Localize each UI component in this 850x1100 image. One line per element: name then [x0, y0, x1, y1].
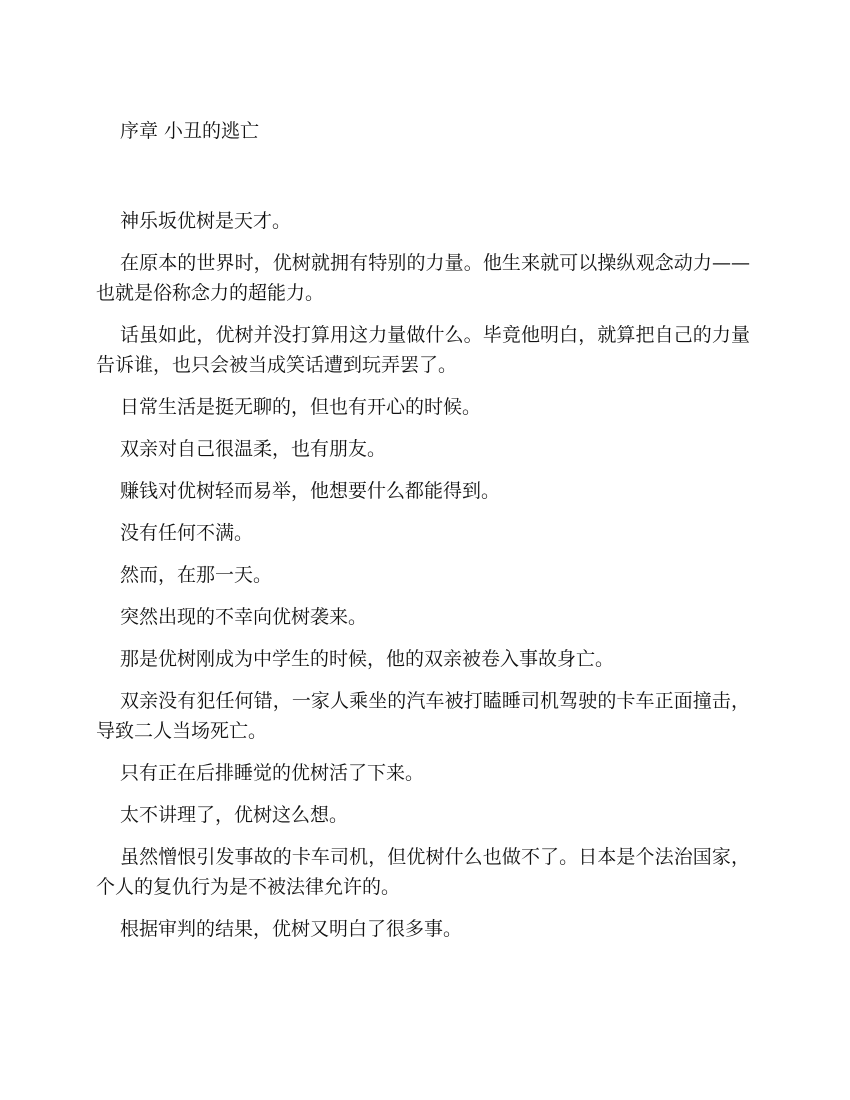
- paragraph: 日常生活是挺无聊的，但也有开心的时候。: [120, 396, 482, 418]
- paragraph: 那是优树刚成为中学生的时候，他的双亲被卷入事故身亡。: [120, 648, 615, 670]
- paragraph: 双亲没有犯任何错，一家人乘坐的汽车被打瞌睡司机驾驶的卡车正面撞击，导致二人当场死亡。: [96, 690, 750, 742]
- paragraph: 没有任何不满。: [120, 522, 254, 544]
- paragraph: 虽然憎恨引发事故的卡车司机，但优树什么也做不了。日本是个法治国家，个人的复仇行为是不被法律允许的。: [96, 846, 750, 898]
- paragraph: 双亲对自己很温柔，也有朋友。: [120, 438, 387, 460]
- body-text: [96, 206, 750, 944]
- chapter-title: 序章 小丑的逃亡: [120, 120, 260, 142]
- document-page: [96, 116, 750, 956]
- paragraph: 在原本的世界时，优树就拥有特别的力量。他生来就可以操纵观念动力——也就是俗称念力的超能力。: [96, 252, 750, 304]
- paragraph: 然而，在那一天。: [120, 564, 273, 586]
- paragraph: 突然出现的不幸向优树袭来。: [120, 606, 368, 628]
- paragraph: 赚钱对优树轻而易举，他想要什么都能得到。: [120, 480, 501, 502]
- paragraph: 话虽如此，优树并没打算用这力量做什么。毕竟他明白，就算把自己的力量告诉谁，也只会被当成笑话遭到玩弄罢了。: [96, 324, 750, 376]
- paragraph: 只有正在后排睡觉的优树活了下来。: [120, 762, 425, 784]
- paragraph: 神乐坂优树是天才。: [120, 210, 292, 232]
- paragraph: 根据审判的结果，优树又明白了很多事。: [120, 918, 463, 940]
- paragraph: 太不讲理了，优树这么想。: [120, 804, 349, 826]
